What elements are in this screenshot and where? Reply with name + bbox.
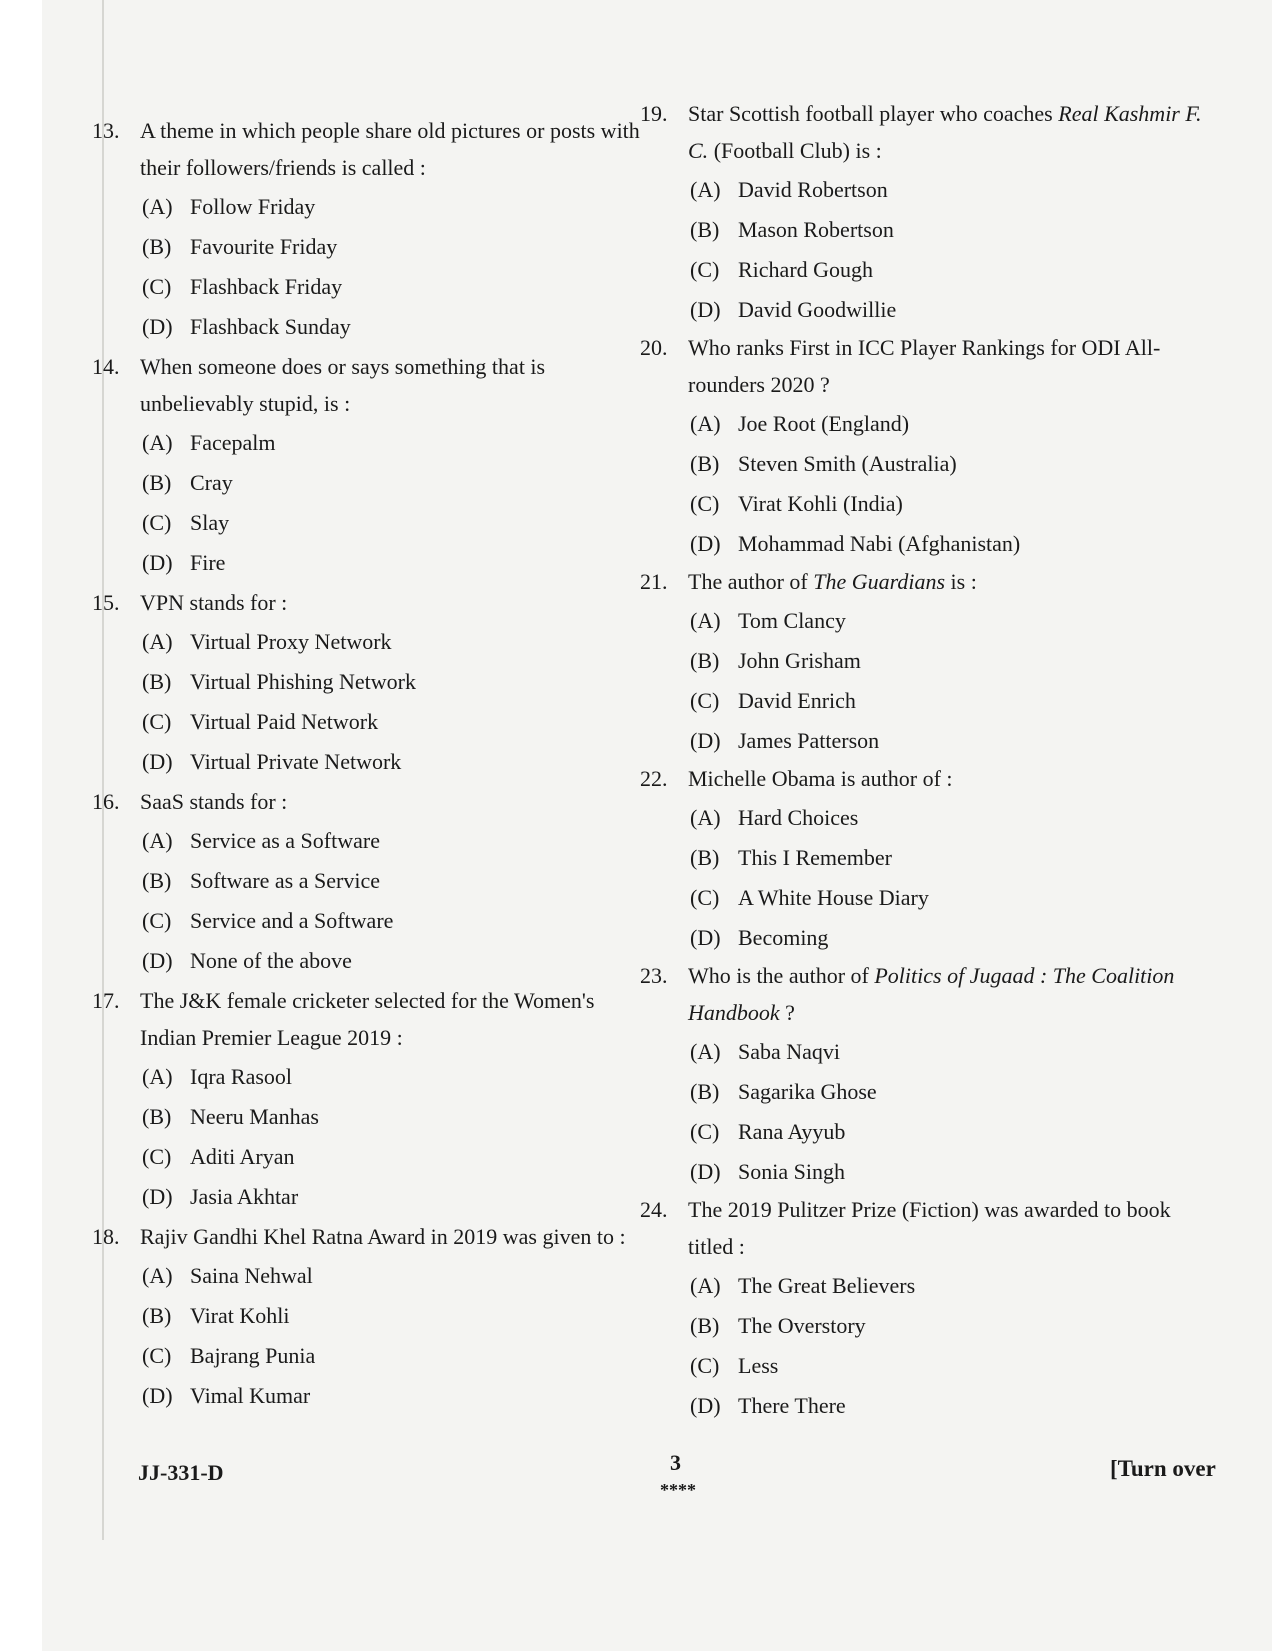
option-text: Fire — [190, 549, 226, 575]
option — [690, 640, 1220, 680]
question-stem — [92, 348, 652, 422]
question-text: The J&K female cricketer selected for the Women's Indian Premier League 2019 : — [140, 988, 595, 1050]
option-label: (D) — [142, 313, 173, 339]
question-number: 22. — [640, 766, 668, 791]
option — [142, 462, 652, 502]
page-stars: **** — [660, 1480, 696, 1500]
option-label: (D) — [142, 549, 173, 575]
option-text: Aditi Aryan — [190, 1143, 295, 1169]
question-text — [688, 563, 1220, 600]
option — [690, 1385, 1220, 1425]
question-stem — [92, 1218, 652, 1255]
question-stem — [640, 563, 1220, 600]
question-title-italic: Real Kashmir F. C. — [688, 101, 1202, 163]
question-text — [688, 1191, 1220, 1265]
option — [142, 1096, 652, 1136]
option-text: Slay — [190, 509, 230, 535]
question-number: 18. — [92, 1224, 120, 1249]
option — [690, 443, 1220, 483]
option — [142, 422, 652, 462]
option-text: Saba Naqvi — [738, 1038, 841, 1064]
option — [142, 186, 652, 226]
option — [690, 600, 1220, 640]
option — [690, 1265, 1220, 1305]
option-label: (A) — [142, 429, 173, 455]
option-text: Saina Nehwal — [190, 1262, 313, 1288]
option-text: Joe Root (England) — [738, 410, 910, 436]
option-text: Cray — [190, 469, 233, 495]
option — [690, 797, 1220, 837]
option-label: (D) — [690, 727, 721, 753]
option-text: Rana Ayyub — [738, 1118, 846, 1144]
question-number: 16. — [92, 789, 120, 814]
option-label: (C) — [690, 490, 720, 516]
question-text-part: Who is the author of — [688, 963, 875, 988]
option — [142, 701, 652, 741]
option — [690, 249, 1220, 289]
option — [690, 403, 1220, 443]
option — [142, 621, 652, 661]
option — [690, 1111, 1220, 1151]
option-text: There There — [738, 1392, 846, 1418]
option-label: (A) — [142, 628, 173, 654]
option — [142, 1375, 652, 1415]
option-label: (C) — [690, 256, 720, 282]
option — [690, 169, 1220, 209]
question — [92, 348, 652, 582]
option-list — [142, 186, 652, 346]
question — [92, 982, 652, 1216]
option-list — [142, 621, 652, 781]
question-text: SaaS stands for : — [140, 789, 288, 814]
option-label: (A) — [142, 1063, 173, 1089]
option-label: (A) — [690, 804, 721, 830]
question-number: 13. — [92, 118, 120, 143]
option-text: Virtual Proxy Network — [190, 628, 392, 654]
option-label: (C) — [690, 884, 720, 910]
question-number: 23. — [640, 963, 668, 988]
option-label: (C) — [142, 907, 172, 933]
option-text: Follow Friday — [190, 193, 316, 219]
option-label: (A) — [690, 410, 721, 436]
option-list — [142, 1056, 652, 1216]
question — [92, 584, 652, 781]
question-title-italic: Politics of Jugaad : The Coalition Handbook — [688, 963, 1175, 1025]
question-text-part: ? — [779, 1000, 795, 1025]
option-text: James Patterson — [738, 727, 880, 753]
option — [142, 1136, 652, 1176]
question-text: When someone does or says something that is unbelievably stupid, is : — [140, 354, 546, 416]
option-text: David Goodwillie — [738, 296, 897, 322]
question-number: 21. — [640, 569, 668, 594]
option — [142, 661, 652, 701]
option-label: (B) — [690, 1312, 720, 1338]
option-text: Facepalm — [190, 429, 276, 455]
page-number: 3 — [670, 1450, 681, 1475]
option — [142, 502, 652, 542]
option-label: (A) — [142, 827, 173, 853]
question-stem — [640, 957, 1220, 1031]
option-text: Vimal Kumar — [190, 1382, 311, 1408]
option — [142, 741, 652, 781]
turn-over-label: [Turn over — [1110, 1456, 1216, 1481]
option-label: (A) — [690, 1038, 721, 1064]
question-text: Rajiv Gandhi Khel Ratna Award in 2019 was given to : — [140, 1224, 626, 1249]
option — [690, 837, 1220, 877]
option — [142, 860, 652, 900]
option-label: (A) — [142, 1262, 173, 1288]
option-text: Virtual Paid Network — [190, 708, 379, 734]
option-label: (B) — [142, 469, 172, 495]
option — [142, 1255, 652, 1295]
question-number: 14. — [92, 354, 120, 379]
option — [142, 306, 652, 346]
option-text: Flashback Friday — [190, 273, 343, 299]
option-list — [690, 1031, 1220, 1191]
option — [690, 1345, 1220, 1385]
question — [640, 957, 1220, 1191]
option-text: The Great Believers — [738, 1272, 916, 1298]
option-text: Jasia Akhtar — [190, 1183, 299, 1209]
option-text: The Overstory — [738, 1312, 866, 1338]
question-number: 15. — [92, 590, 120, 615]
question-text — [688, 329, 1220, 403]
option-list — [690, 169, 1220, 329]
question-text: A theme in which people share old pictures or posts with their followers/friends is called : — [140, 118, 640, 180]
option-text: Becoming — [738, 924, 829, 950]
option-label: (B) — [690, 844, 720, 870]
option-text: Virat Kohli (India) — [738, 490, 903, 516]
question-number: 24. — [640, 1197, 668, 1222]
question-text-part: The author of — [688, 569, 814, 594]
option-list — [690, 403, 1220, 563]
option-text: David Robertson — [738, 176, 888, 202]
option-text: Sonia Singh — [738, 1158, 845, 1184]
option-list — [690, 1265, 1220, 1425]
option — [142, 226, 652, 266]
question-number: 17. — [92, 988, 120, 1013]
option-label: (A) — [690, 1272, 721, 1298]
option-label: (B) — [690, 216, 720, 242]
question-title-italic: The Guardians — [813, 569, 946, 594]
option-text: Virtual Private Network — [190, 748, 402, 774]
option-list — [142, 820, 652, 980]
option-label: (B) — [142, 1302, 172, 1328]
option-text: Richard Gough — [738, 256, 874, 282]
question-stem — [92, 783, 652, 820]
option-label: (B) — [690, 450, 720, 476]
option-text: Service and a Software — [190, 907, 394, 933]
option — [690, 1071, 1220, 1111]
option-label: (C) — [690, 1118, 720, 1144]
option-text: Iqra Rasool — [190, 1063, 293, 1089]
option-label: (D) — [690, 924, 721, 950]
right-column — [640, 95, 1220, 1425]
option-text: Steven Smith (Australia) — [738, 450, 957, 476]
option — [142, 900, 652, 940]
question-stem — [640, 760, 1220, 797]
question-text-part: (Football Club) is : — [708, 138, 882, 163]
option — [142, 940, 652, 980]
question-text: VPN stands for : — [140, 590, 288, 615]
option-label: (B) — [142, 668, 172, 694]
option-list — [142, 1255, 652, 1415]
question-text — [688, 957, 1220, 1031]
option — [142, 1295, 652, 1335]
option-label: (B) — [690, 1078, 720, 1104]
question — [92, 1218, 652, 1415]
question — [92, 112, 652, 346]
option-text: Neeru Manhas — [190, 1103, 319, 1129]
option-label: (C) — [142, 509, 172, 535]
option-label: (C) — [690, 1352, 720, 1378]
question-text-part: Star Scottish football player who coaches — [688, 101, 1059, 126]
paper-code: JJ-331-D — [138, 1460, 224, 1485]
option-list — [690, 600, 1220, 760]
option-label: (D) — [690, 1392, 721, 1418]
question-stem — [640, 1191, 1220, 1265]
option-label: (B) — [142, 867, 172, 893]
option — [690, 917, 1220, 957]
option-label: (D) — [142, 947, 173, 973]
question-text-part: The 2019 Pulitzer Prize (Fiction) was awarded to book titled : — [688, 1197, 1171, 1259]
option-text: Mohammad Nabi (Afghanistan) — [738, 530, 1021, 556]
option-text: This I Remember — [738, 844, 892, 870]
question — [640, 1191, 1220, 1425]
option — [142, 542, 652, 582]
option — [142, 820, 652, 860]
option — [142, 266, 652, 306]
option-text: Mason Robertson — [738, 216, 894, 242]
option — [690, 523, 1220, 563]
question-text — [688, 760, 1220, 797]
question — [92, 783, 652, 980]
question-text — [688, 95, 1220, 169]
option — [142, 1335, 652, 1375]
option-label: (C) — [142, 708, 172, 734]
option-label: (C) — [142, 1143, 172, 1169]
question — [640, 563, 1220, 760]
option — [142, 1176, 652, 1216]
option-label: (B) — [142, 233, 172, 259]
question-text-part: is : — [945, 569, 977, 594]
option-text: A White House Diary — [738, 884, 929, 910]
option — [690, 483, 1220, 523]
option-label: (C) — [142, 1342, 172, 1368]
option — [690, 209, 1220, 249]
option-label: (D) — [142, 1382, 173, 1408]
question-text-part: Who ranks First in ICC Player Rankings for ODI All-rounders 2020 ? — [688, 335, 1161, 397]
question-text-part: Michelle Obama is author of : — [688, 766, 953, 791]
option-list — [690, 797, 1220, 957]
question-stem — [92, 112, 652, 186]
left-column — [92, 112, 652, 1417]
option-label: (D) — [142, 748, 173, 774]
option-text: Hard Choices — [738, 804, 859, 830]
option — [690, 680, 1220, 720]
option — [690, 289, 1220, 329]
option — [690, 1305, 1220, 1345]
option — [690, 1031, 1220, 1071]
option — [690, 720, 1220, 760]
option-label: (C) — [690, 687, 720, 713]
option-label: (C) — [142, 273, 172, 299]
question-stem — [92, 982, 652, 1056]
option-text: David Enrich — [738, 687, 856, 713]
option-text: Favourite Friday — [190, 233, 338, 259]
option-text: Virat Kohli — [190, 1302, 290, 1328]
question — [640, 760, 1220, 957]
question-number: 19. — [640, 101, 668, 126]
option-label: (A) — [690, 607, 721, 633]
question — [640, 95, 1220, 329]
option-label: (A) — [690, 176, 721, 202]
option-text: John Grisham — [738, 647, 861, 673]
option-text: None of the above — [190, 947, 352, 973]
option-label: (B) — [142, 1103, 172, 1129]
question — [640, 329, 1220, 563]
option-text: Virtual Phishing Network — [190, 668, 416, 694]
option — [690, 1151, 1220, 1191]
option-label: (D) — [690, 1158, 721, 1184]
option-text: Bajrang Punia — [190, 1342, 316, 1368]
option — [142, 1056, 652, 1096]
option-text: Flashback Sunday — [190, 313, 351, 339]
option-text: Tom Clancy — [738, 607, 846, 633]
option-label: (D) — [142, 1183, 173, 1209]
option-label: (A) — [142, 193, 173, 219]
option — [690, 877, 1220, 917]
option-text: Software as a Service — [190, 867, 380, 893]
question-stem — [640, 95, 1220, 169]
option-label: (D) — [690, 296, 721, 322]
option-text: Sagarika Ghose — [738, 1078, 877, 1104]
option-text: Less — [738, 1352, 779, 1378]
option-list — [142, 422, 652, 582]
question-stem — [640, 329, 1220, 403]
option-label: (B) — [690, 647, 720, 673]
option-label: (D) — [690, 530, 721, 556]
option-text: Service as a Software — [190, 827, 380, 853]
question-number: 20. — [640, 335, 668, 360]
question-stem — [92, 584, 652, 621]
